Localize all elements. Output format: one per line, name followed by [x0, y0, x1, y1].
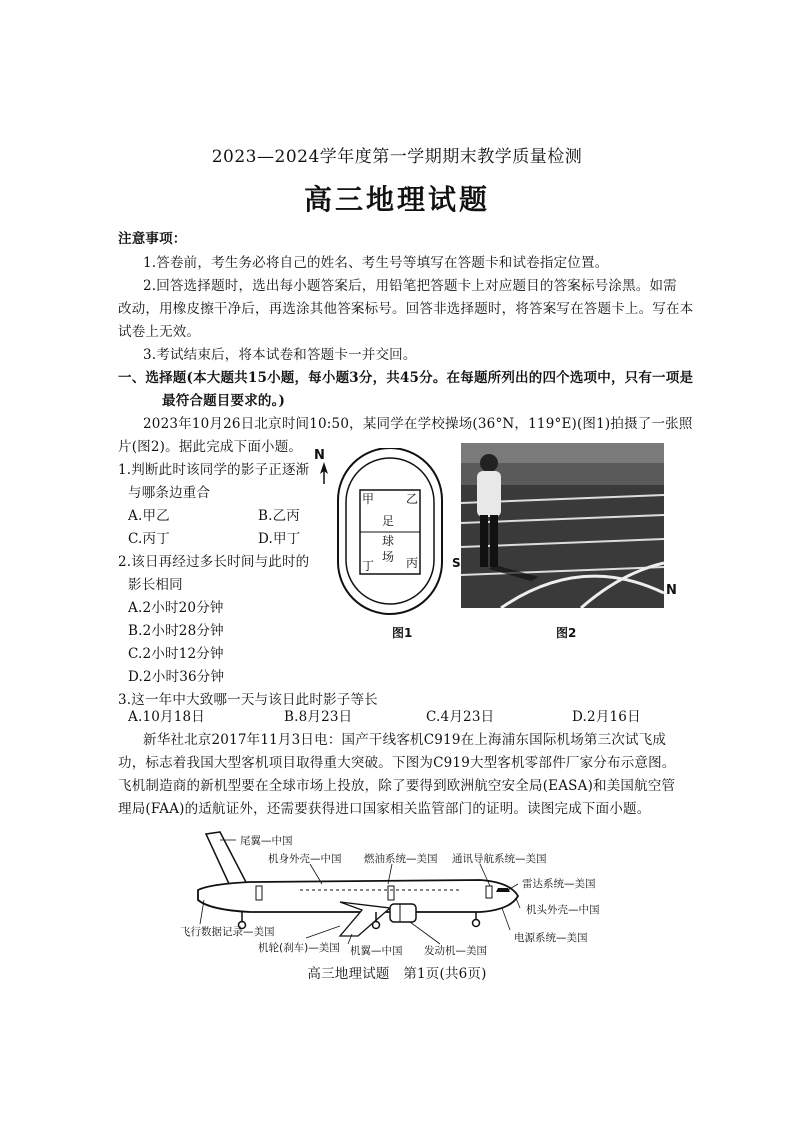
- q2-option-b: B.2小时28分钟: [128, 623, 224, 639]
- q2-stem-b: 影长相同: [128, 577, 183, 593]
- q2-stem-a: 2.该日再经过多长时间与此时的: [118, 554, 310, 570]
- fig1-caption: 图1: [392, 626, 413, 640]
- intro1-line-b: 片(图2)。据此完成下面小题。: [118, 439, 303, 455]
- section1-heading-a: 一、选择题(本大题共15小题，每小题3分，共45分。在每题所列出的四个选项中，只有一项是: [118, 370, 694, 386]
- person-head: [480, 454, 498, 472]
- intro2-line-c: 飞机制造商的新机型要在全球市场上投放，除了要得到欧洲航空安全局(EASA)和美国航空管: [118, 778, 676, 794]
- intro2-line-b: 功，标志着我国大型客机项目取得重大突破。下图为C919大型客机零部件厂家分布示意图。: [118, 755, 676, 771]
- plane-label-power: 电源系统—美国: [514, 932, 588, 944]
- q1-option-d: D.甲丁: [258, 531, 301, 547]
- q1-stem-b: 与哪条边重合: [128, 485, 211, 501]
- fig2-north-label: N: [666, 583, 677, 598]
- fig1-word-zu: 足: [382, 514, 395, 528]
- fig1-north-label: N: [314, 448, 325, 463]
- fig1-south-label: S: [452, 556, 461, 570]
- notice-item-2a: 2.回答选择题时，选出每小题答案后，用铅笔把答题卡上对应题目的答案标号涂黑。如需: [143, 278, 677, 294]
- q3-option-b: B.8月23日: [284, 709, 353, 725]
- plane-label-brake: 机轮(刹车)—美国: [258, 942, 340, 954]
- plane-label-recorder: 飞行数据记录—美国: [180, 926, 275, 938]
- plane-label-wing: 机翼—中国: [350, 945, 403, 957]
- notice-item-2b: 改动，用橡皮擦干净后，再选涂其他答案标号。回答非选择题时，将答案写在答题卡上。写在本: [118, 301, 694, 317]
- fig1-word-qiu: 球: [382, 534, 395, 548]
- fig1-corner-bing: 丙: [406, 556, 419, 570]
- q2-option-d: D.2小时36分钟: [128, 669, 225, 685]
- exam-year-line: 2023—2024学年度第一学期期末教学质量检测: [211, 147, 583, 167]
- plane-label-comm: 通讯导航系统—美国: [452, 853, 547, 865]
- fig2-caption: 图2: [556, 626, 577, 640]
- q3-option-d: D.2月16日: [572, 709, 641, 725]
- landing-wheel-nose: [473, 920, 480, 927]
- q1-option-a: A.甲乙: [128, 508, 170, 524]
- fig1-word-chang: 场: [382, 550, 395, 564]
- q1-stem-a: 1.判断此时该同学的影子正逐渐: [118, 462, 310, 478]
- notice-heading: 注意事项：: [118, 231, 187, 247]
- intro1-line-a: 2023年10月26日北京时间10:50，某同学在学校操场(36°N，119°E)(图1)拍摄了一张照: [143, 416, 693, 432]
- q3-option-a: A.10月18日: [128, 709, 205, 725]
- intro2-line-d: 理局(FAA)的适航证外，还需要获得进口国家相关监管部门的证明。读图完成下面小题。: [118, 801, 651, 817]
- notice-item-1: 1.答卷前，考生务必将自己的姓名、考生号等填写在答题卡和试卷指定位置。: [143, 255, 609, 271]
- q2-option-c: C.2小时12分钟: [128, 646, 224, 662]
- person-shirt: [477, 471, 501, 517]
- notice-item-3: 3.考试结束后，将本试卷和答题卡一并交回。: [143, 347, 417, 363]
- plane-label-radar: 雷达系统—美国: [522, 878, 596, 890]
- exam-title: 高三地理试题: [303, 183, 490, 216]
- q3-option-c: C.4月23日: [426, 709, 495, 725]
- page-footer: 高三地理试题 第1页(共6页): [307, 966, 487, 982]
- notice-item-2c: 试卷上无效。: [118, 324, 201, 340]
- plane-label-tail: 尾翼—中国: [240, 835, 293, 847]
- q1-option-c: C.丙丁: [128, 531, 170, 547]
- fig1-corner-jia: 甲: [362, 492, 375, 506]
- plane-label-fuel: 燃油系统—美国: [364, 853, 438, 865]
- q2-option-a: A.2小时20分钟: [128, 600, 224, 616]
- engine: [390, 904, 416, 922]
- plane-label-fuselage: 机身外壳—中国: [268, 853, 342, 865]
- q3-stem: 3.这一年中大致哪一天与该日此时影子等长: [118, 692, 378, 708]
- fig1-corner-ding: 丁: [362, 559, 375, 573]
- fig1-corner-yi: 乙: [406, 492, 419, 506]
- figure2-photo: [461, 443, 664, 608]
- landing-wheel-main: [373, 922, 380, 929]
- section1-heading-b: 最符合题目要求的。): [162, 393, 286, 409]
- photo-svg: [461, 443, 664, 608]
- intro2-line-a: 新华社北京2017年11月3日电：国产干线客机C919在上海浦东国际机场第三次试飞成: [143, 732, 667, 748]
- plane-label-nose: 机头外壳—中国: [526, 904, 600, 916]
- plane-label-engine: 发动机—美国: [424, 945, 487, 957]
- q1-option-b: B.乙丙: [258, 508, 301, 524]
